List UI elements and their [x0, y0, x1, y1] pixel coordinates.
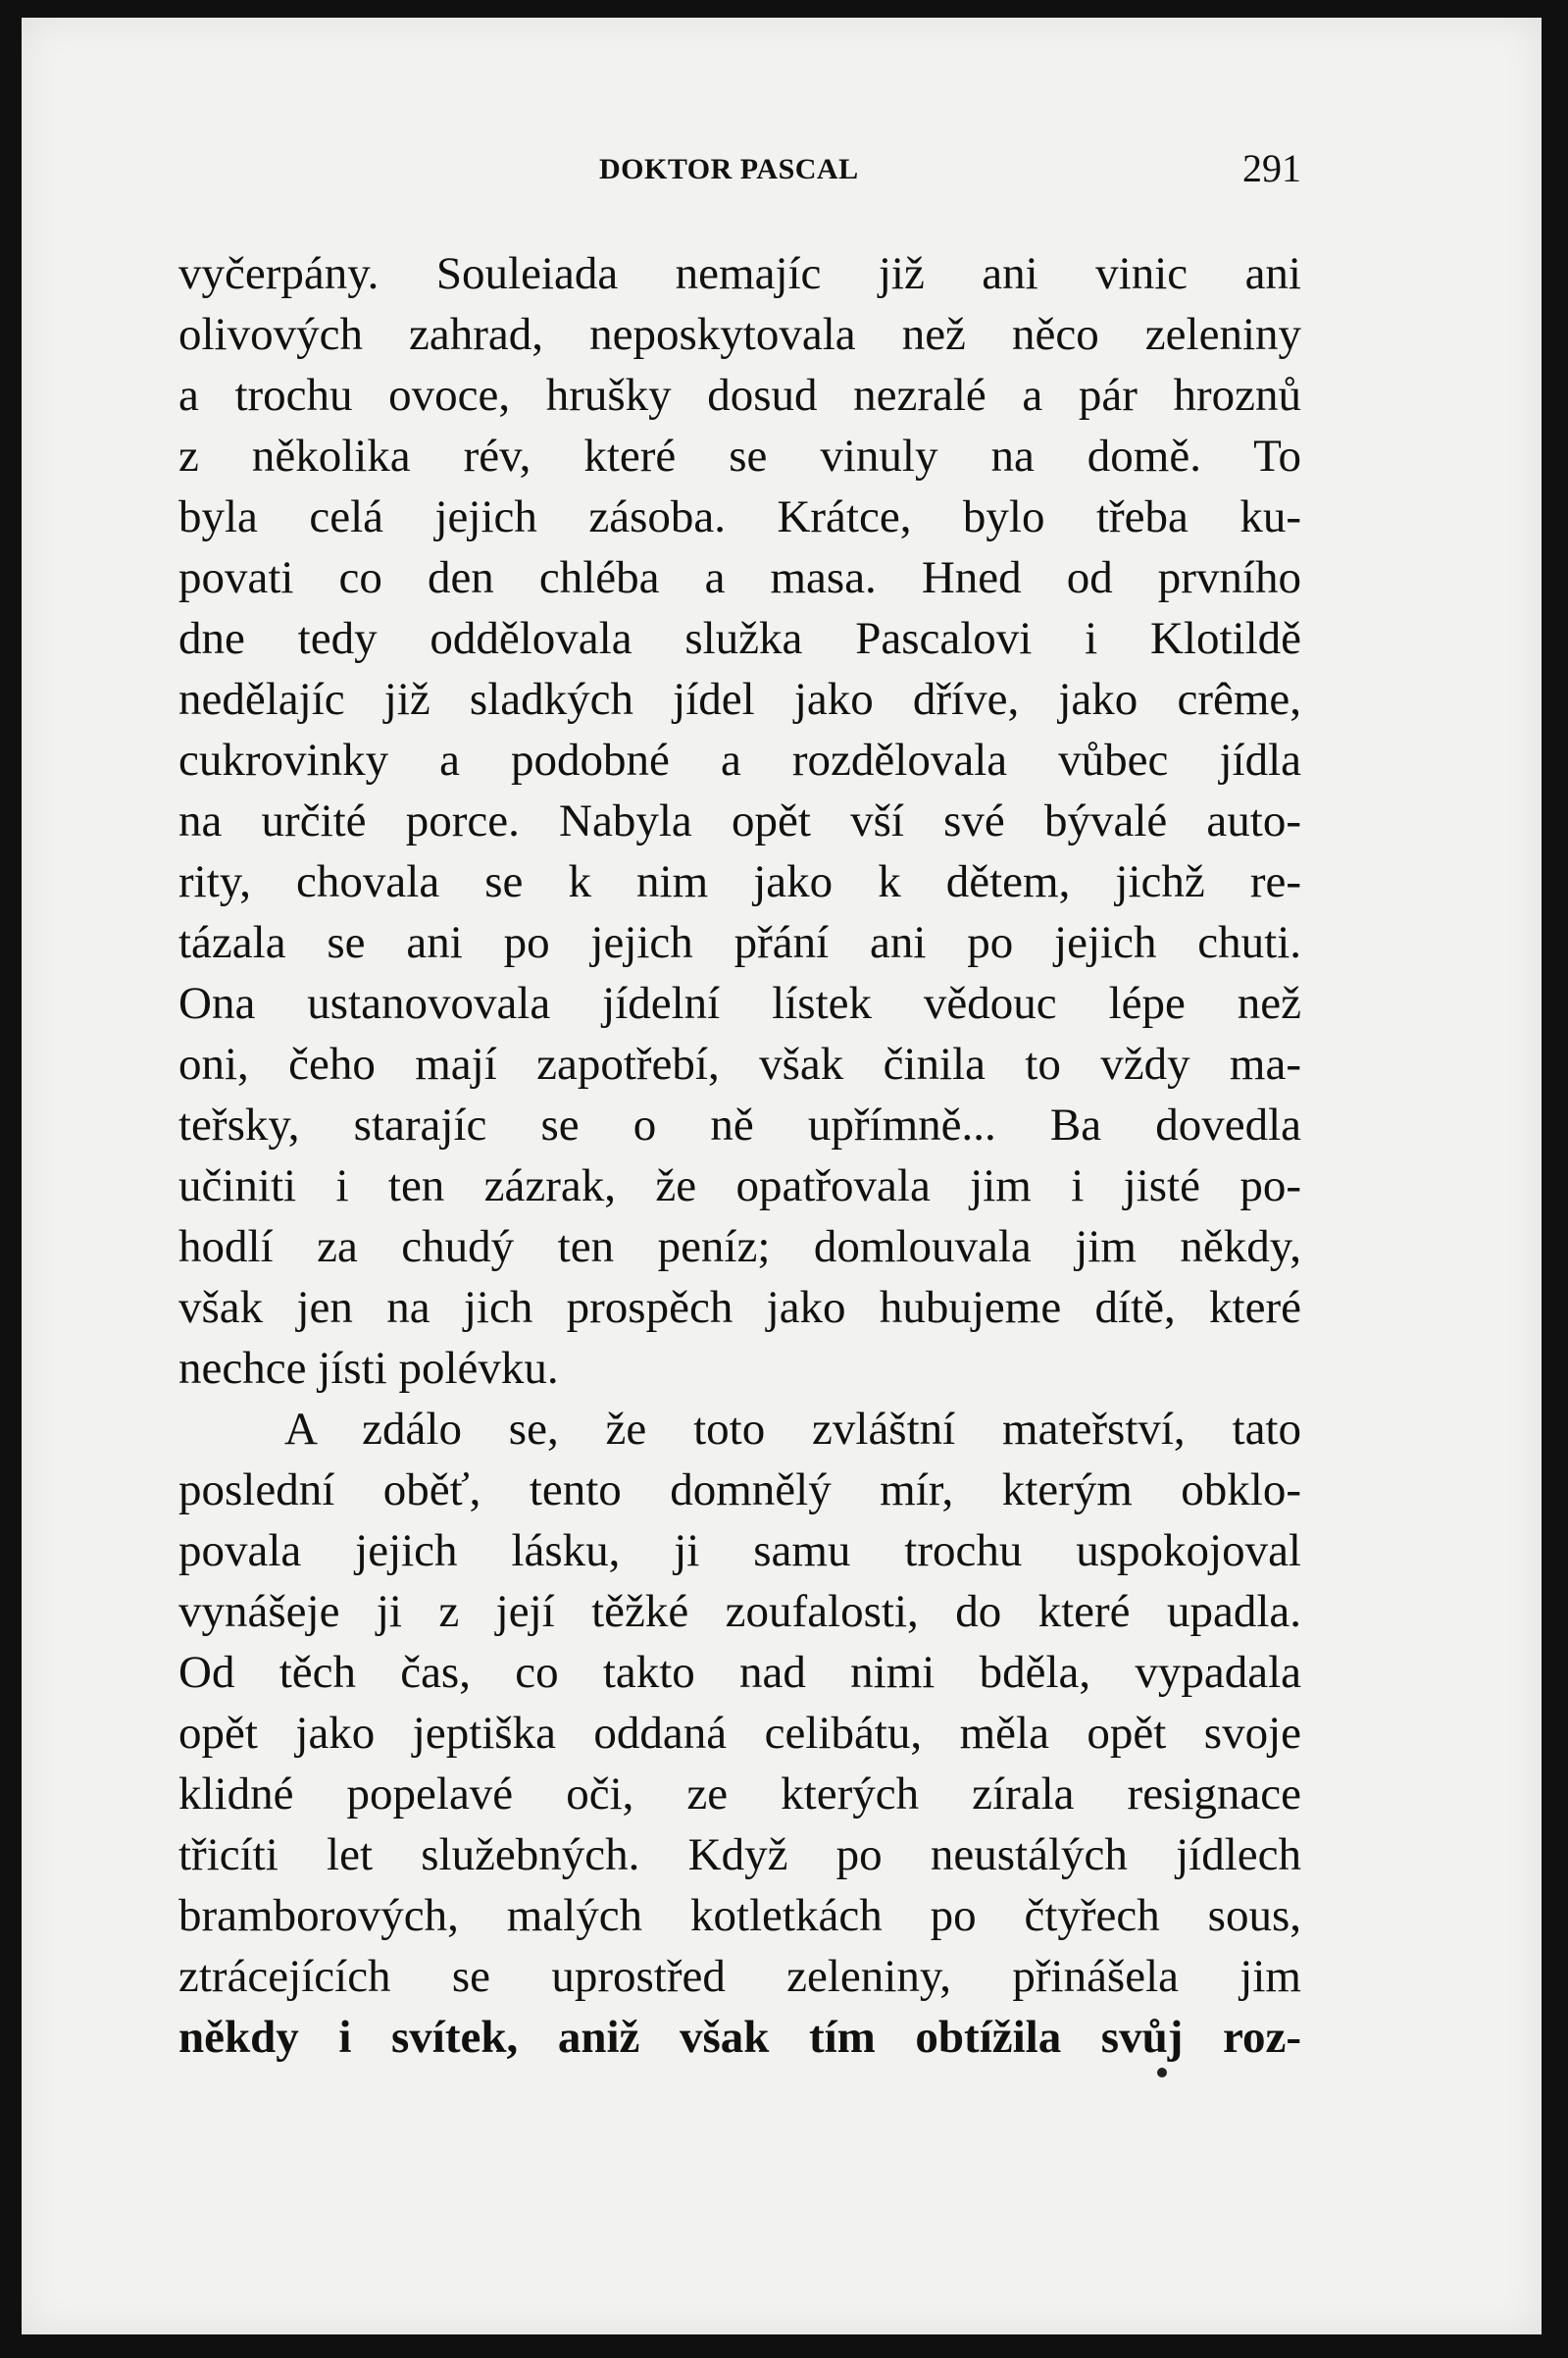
text-line: třicíti let služebných. Když po neustálých jídlech — [178, 1829, 1301, 1880]
text-line: tázala se ani po jejich přání ani po jejich chuti. — [178, 917, 1301, 968]
text-line: učiniti i ten zázrak, že opatřovala jim i jisté po- — [178, 1160, 1301, 1211]
ink-speck — [1157, 2068, 1167, 2077]
body-text — [178, 243, 1301, 2068]
text-line: někdy i svítek, aniž však tím obtížila svůj roz- — [178, 2012, 1301, 2063]
text-line: rity, chovala se k nim jako k dětem, jichž re- — [178, 856, 1301, 907]
text-line: A zdálo se, že toto zvláštní mateřství, tato — [284, 1404, 1301, 1455]
text-line: teřsky, starajíc se o ně upřímně... Ba dovedla — [178, 1100, 1301, 1151]
text-line: hodlí za chudý ten peníz; domlouvala jim někdy, — [178, 1221, 1301, 1272]
text-line: nechce jísti polévku. — [178, 1343, 559, 1394]
page-number: 291 — [1242, 146, 1301, 190]
text-line: a trochu ovoce, hrušky dosud nezralé a pár hroznů — [178, 370, 1301, 421]
running-title: DOKTOR PASCAL — [599, 153, 859, 185]
text-line: povati co den chléba a masa. Hned od prvního — [178, 552, 1301, 603]
book-page — [22, 18, 1542, 2334]
text-line: vynášeje ji z její těžké zoufalosti, do které upadla. — [178, 1586, 1301, 1637]
text-line: povala jejich lásku, ji samu trochu uspokojoval — [178, 1525, 1301, 1576]
text-line: ztrácejících se uprostřed zeleniny, přinášela jim — [178, 1951, 1301, 2002]
text-line: nedělajíc již sladkých jídel jako dříve, jako crême, — [178, 674, 1301, 725]
text-line: byla celá jejich zásoba. Krátce, bylo třeba ku- — [178, 491, 1301, 542]
text-line: dne tedy oddělovala služka Pascalovi i Klotildě — [178, 613, 1301, 664]
text-line: Od těch čas, co takto nad nimi bděla, vypadala — [178, 1647, 1301, 1698]
text-line: vyčerpány. Souleiada nemajíc již ani vinic ani — [178, 248, 1301, 299]
text-line: olivových zahrad, neposkytovala než něco zeleniny — [178, 309, 1301, 360]
text-line: opět jako jeptiška oddaná celibátu, měla opět svoje — [178, 1708, 1301, 1759]
page-header — [178, 145, 1301, 204]
text-line: Ona ustanovovala jídelní lístek vědouc lépe než — [178, 978, 1301, 1029]
text-line: bramborových, malých kotletkách po čtyřech sous, — [178, 1890, 1301, 1941]
text-line: z několika rév, které se vinuly na domě. To — [178, 431, 1301, 482]
text-line: klidné popelavé oči, ze kterých zírala resignace — [178, 1768, 1301, 1820]
text-line: však jen na jich prospěch jako hubujeme dítě, které — [178, 1282, 1301, 1333]
text-line: na určité porce. Nabyla opět vší své bývalé auto- — [178, 795, 1301, 846]
text-line: poslední oběť, tento domnělý mír, kterým obklo- — [178, 1464, 1301, 1515]
text-line: cukrovinky a podobné a rozdělovala vůbec jídla — [178, 735, 1301, 786]
text-line: oni, čeho mají zapotřebí, však činila to vždy ma- — [178, 1039, 1301, 1090]
